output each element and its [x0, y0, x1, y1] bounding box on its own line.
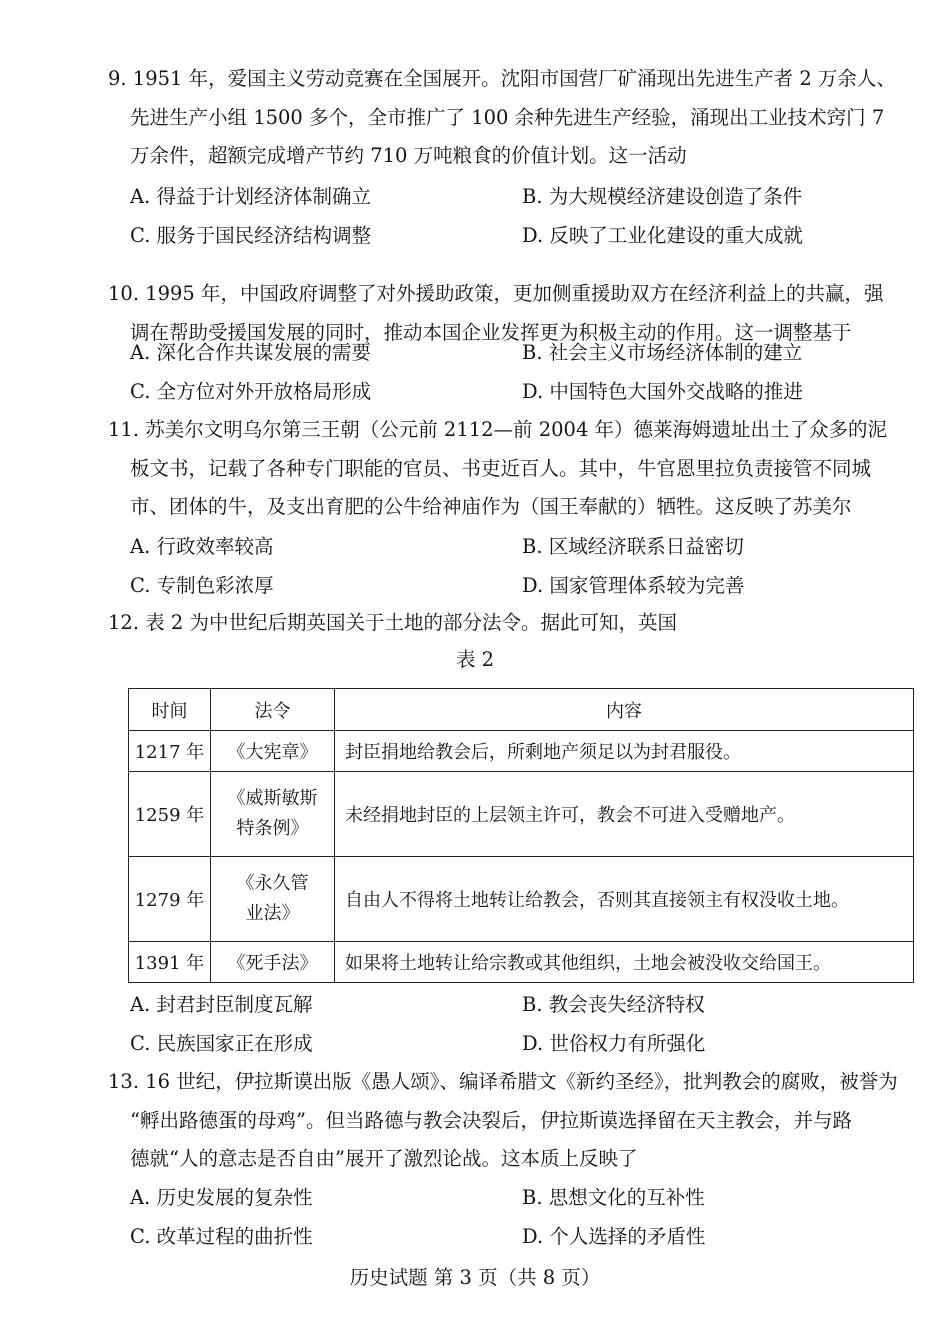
table-header-law: 法令 — [211, 689, 335, 731]
question-text-line: “孵出路德蛋的母鸡”。但当路德与教会决裂后，伊拉斯谟选择留在天主教会，并与路 — [130, 1108, 852, 1132]
option-a[interactable]: A. 得益于计划经济体制确立 — [130, 185, 371, 208]
question-11 — [108, 411, 908, 527]
option-d[interactable]: D. 世俗权力有所强化 — [522, 1032, 706, 1055]
cell-law: 《永久管业法》 — [211, 857, 335, 942]
cell-law: 《威斯敏斯特条例》 — [211, 772, 335, 857]
cell-content: 封臣捐地给教会后，所剩地产须足以为封君服役。 — [335, 731, 914, 772]
question-13 — [108, 1063, 908, 1179]
cell-law: 《大宪章》 — [211, 731, 335, 772]
option-d[interactable]: D. 国家管理体系较为完善 — [522, 574, 745, 597]
question-text-line: 市、团体的牛，及支出育肥的公牛给神庙作为（国王奉献的）牺牲。这反映了苏美尔 — [130, 495, 852, 518]
option-c[interactable]: C. 专制色彩浓厚 — [130, 574, 274, 597]
question-text-line: 9. 1951 年，爱国主义劳动竞赛在全国展开。沈阳市国营厂矿涌现出先进生产者 2 万余人、 — [108, 67, 896, 90]
question-text-line: 13. 16 世纪，伊拉斯谟出版《愚人颂》、编译希腊文《新约圣经》，批判教会的腐败，被誉为 — [108, 1070, 898, 1093]
cell-time: 1217 年 — [129, 731, 211, 772]
cell-time: 1259 年 — [129, 772, 211, 857]
question-9 — [108, 60, 908, 176]
question-10-options — [130, 333, 910, 411]
option-c[interactable]: C. 民族国家正在形成 — [130, 1032, 313, 1055]
table-row — [129, 731, 914, 772]
cell-content: 未经捐地封臣的上层领主许可，教会不可进入受赠地产。 — [335, 772, 914, 857]
cell-law: 《死手法》 — [211, 942, 335, 983]
question-text-line: 德就“人的意志是否自由”展开了激烈论战。这本质上反映了 — [130, 1147, 638, 1170]
option-c[interactable]: C. 全方位对外开放格局形成 — [130, 380, 372, 403]
option-b[interactable]: B. 教会丧失经济特权 — [522, 993, 705, 1016]
question-text-line: 万余件，超额完成增产节约 710 万吨粮食的价值计划。这一活动 — [130, 144, 687, 167]
question-12 — [108, 604, 908, 643]
page-footer: 历史试题 第 3 页（共 8 页） — [349, 1266, 601, 1289]
table-header-time: 时间 — [129, 689, 211, 731]
question-13-options — [130, 1178, 910, 1256]
option-a[interactable]: A. 历史发展的复杂性 — [130, 1186, 313, 1209]
option-b[interactable]: B. 社会主义市场经济体制的建立 — [522, 341, 803, 364]
option-c[interactable]: C. 服务于国民经济结构调整 — [130, 224, 372, 247]
question-text-line: 12. 表 2 为中世纪后期英国关于土地的部分法令。据此可知，英国 — [108, 611, 678, 634]
cell-time: 1279 年 — [129, 857, 211, 942]
question-9-options — [130, 177, 910, 255]
option-b[interactable]: B. 为大规模经济建设创造了条件 — [522, 185, 803, 208]
table-header-content: 内容 — [335, 689, 914, 731]
law-table — [128, 688, 914, 983]
table-row — [129, 772, 914, 857]
cell-content: 自由人不得将土地转让给教会，否则其直接领主有权没收土地。 — [335, 857, 914, 942]
cell-time: 1391 年 — [129, 942, 211, 983]
option-c[interactable]: C. 改革过程的曲折性 — [130, 1225, 313, 1248]
cell-content: 如果将土地转让给宗教或其他组织，土地会被没收交给国王。 — [335, 942, 914, 983]
option-b[interactable]: B. 区域经济联系日益密切 — [522, 535, 744, 558]
option-a[interactable]: A. 行政效率较高 — [130, 535, 274, 558]
question-text-line: 10. 1995 年，中国政府调整了对外援助政策，更加侧重援助双方在经济利益上的共赢，强 — [108, 282, 884, 305]
option-d[interactable]: D. 中国特色大国外交战略的推进 — [522, 380, 803, 403]
option-b[interactable]: B. 思想文化的互补性 — [522, 1186, 705, 1209]
question-text-line: 先进生产小组 1500 多个，全市推广了 100 余种先进生产经验，涌现出工业技术窍门 7 — [130, 105, 885, 129]
table-title: 表 2 — [455, 648, 495, 671]
question-text-line: 11. 苏美尔文明乌尔第三王朝（公元前 2112—前 2004 年）德莱海姆遗址出土了众多的泥 — [108, 418, 888, 441]
question-text-line: 板文书，记载了各种专门职能的官员、书吏近百人。其中，牛官恩里拉负责接管不同城 — [130, 456, 872, 480]
option-a[interactable]: A. 深化合作共谋发展的需要 — [130, 341, 371, 364]
option-d[interactable]: D. 个人选择的矛盾性 — [522, 1225, 706, 1248]
option-d[interactable]: D. 反映了工业化建设的重大成就 — [522, 224, 803, 247]
question-11-options — [130, 527, 910, 605]
option-a[interactable]: A. 封君封臣制度瓦解 — [130, 993, 313, 1016]
table-row — [129, 942, 914, 983]
question-text-line: 调在帮助受援国发展的同时，推动本国企业发挥更为积极主动的作用。这一调整基于 — [130, 320, 852, 344]
question-12-options — [130, 985, 910, 1063]
table-row — [129, 857, 914, 942]
